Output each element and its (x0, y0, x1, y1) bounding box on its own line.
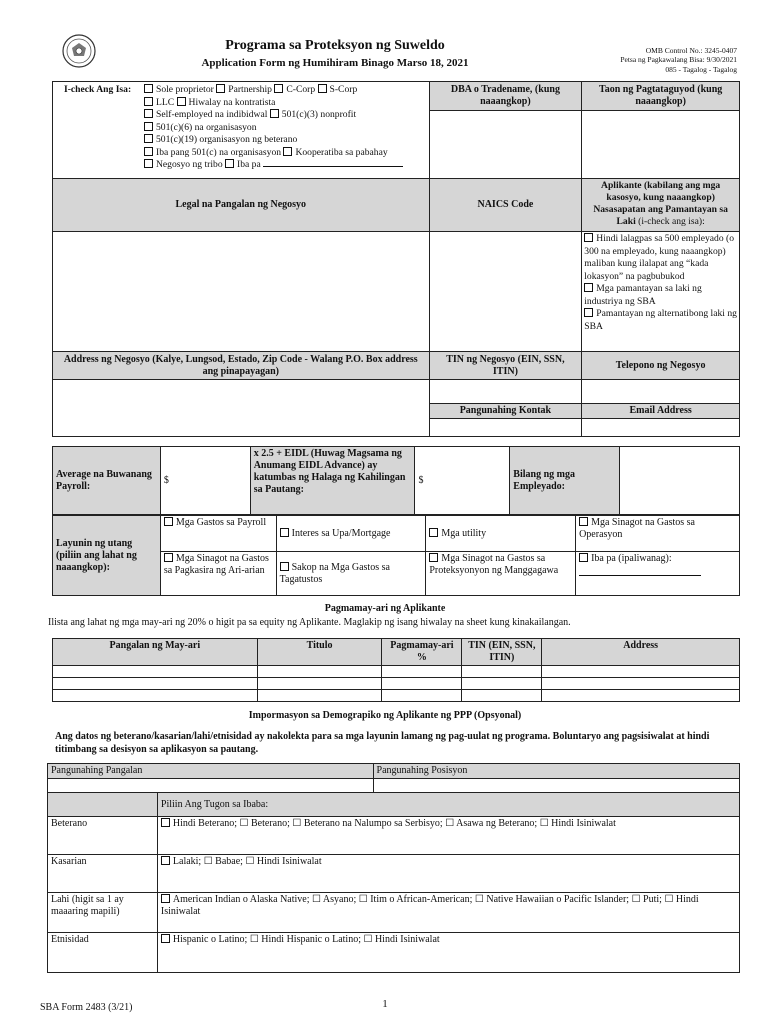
checkbox-utility[interactable] (429, 528, 438, 537)
size-standard-note: (i-check ang isa): (638, 216, 705, 227)
veteran-options[interactable] (157, 817, 739, 855)
owner-cell[interactable] (257, 690, 382, 702)
gender-label: Kasarian (48, 855, 158, 893)
opt-housing-coop: Kooperatiba sa pabahay (295, 146, 388, 158)
col-address: Address (542, 639, 740, 666)
col-ownership-pct: Pagmamay-ari % (382, 639, 462, 666)
gender-options-text: Lalaki; ☐ Babae; ☐ Hindi Isiniwalat (172, 856, 322, 867)
checkbox-500-employees[interactable] (584, 233, 593, 242)
purpose-utility-text: Mga utility (441, 527, 487, 539)
ownership-title: Pagmamay-ari ng Aplikante (324, 603, 446, 614)
avg-payroll-input[interactable] (160, 447, 250, 515)
purpose-opt-other[interactable] (576, 552, 740, 596)
checkbox-partnership[interactable] (216, 84, 225, 93)
owner-cell[interactable] (542, 666, 740, 678)
owner-cell[interactable] (382, 666, 462, 678)
purpose-payroll-text: Mga Gastos sa Payroll (175, 517, 267, 528)
year-cell[interactable] (582, 82, 740, 179)
phone-input[interactable] (582, 380, 740, 404)
purpose-other-text: Iba pa (ipaliwanag): (591, 553, 672, 564)
opt-partnership: Partnership (228, 84, 272, 95)
naics-label: NAICS Code (429, 179, 582, 232)
checkbox-supplier[interactable] (280, 562, 289, 571)
size-opt-alternative: Pamantayan ng alternatibong laki ng SBA (584, 308, 737, 332)
address-label: Address ng Negosyo (Kalye, Lungsod, Estado, Zip Code - Walang P.O. Box address ang pinapayagan) (53, 352, 430, 380)
dba-label: DBA o Tradename, (kung naaangkop) (430, 82, 582, 111)
size-opt-industry: Mga pamantayan sa laki ng industriya ng SBA (584, 283, 702, 307)
loan-amount-input[interactable] (415, 447, 510, 515)
opt-other: Iba pa (237, 159, 261, 170)
purpose-label: Layunin ng utang (piliin ang lahat ng naaangkop): (53, 516, 161, 596)
race-label: Lahi (higit sa 1 ay maaaring mapili) (48, 893, 158, 933)
opt-self-employed: Self-employed na indibidwal (156, 109, 268, 120)
col-title: Titulo (257, 639, 382, 666)
owner-cell[interactable] (462, 690, 542, 702)
demographics-desc: Ang datos ng beterano/kasarian/lahi/etnisidad ay nakolekta para sa mga layunin lamang ng pag-uulat ng programa. Boluntaryo ang pagsisiwalat at hindi titimbang sa desisyon sa aplikasyon sa pautang. (55, 731, 710, 755)
ownership-desc: Ilista ang lahat ng mga may-ari ng 20% o higit pa sa equity ng Aplikante. Maglakip ng isang hiwalay na sheet kung kinakailangan. (48, 617, 571, 628)
dba-cell[interactable] (429, 82, 582, 179)
principal-position-input[interactable] (373, 779, 739, 793)
checkbox-housing-coop[interactable] (283, 147, 292, 156)
checkbox-industry-size[interactable] (584, 283, 593, 292)
race-options-text: American Indian o Alaska Native; ☐ Asyano; ☐ Itim o African-American; ☐ Native Hawaiian o Pacific Islander; ☐ Puti; ☐ Hindi Isiniwalat (160, 894, 699, 917)
omb-info (620, 46, 737, 74)
checkbox-property[interactable] (164, 553, 173, 562)
dollar-sign: $ (418, 474, 424, 486)
checkbox-other-501c[interactable] (144, 147, 153, 156)
checkbox-501c6[interactable] (144, 122, 153, 131)
checkbox-worker[interactable] (429, 553, 438, 562)
dollar-sign: $ (163, 474, 169, 486)
owner-cell[interactable] (53, 690, 258, 702)
owner-cell[interactable] (462, 678, 542, 690)
checkbox-operations[interactable] (579, 517, 588, 526)
owner-cell[interactable] (382, 690, 462, 702)
purpose-opt-operations[interactable] (576, 516, 740, 552)
gender-options[interactable] (157, 855, 739, 893)
checkbox-sole-proprietor[interactable] (144, 84, 153, 93)
opt-c-corp: C-Corp (286, 84, 316, 95)
email-label: Email Address (582, 404, 740, 419)
email-input[interactable] (582, 419, 740, 437)
size-standard-options (582, 232, 740, 352)
language-code: 085 - Tagalog - Tagalog (665, 64, 737, 74)
col-tin: TIN (EIN, SSN, ITIN) (462, 639, 542, 666)
checkbox-other[interactable] (225, 159, 234, 168)
form-number: SBA Form 2483 (3/21) (40, 1002, 133, 1013)
page-number: 1 (382, 998, 388, 1010)
race-options[interactable] (157, 893, 739, 933)
expiry-date: Petsa ng Pagkawalang Bisa: 9/30/2021 (620, 55, 737, 65)
owner-cell[interactable] (382, 678, 462, 690)
purpose-property-text: Mga Sinagot na Gastos sa Pagkasira ng Ari-arian (163, 553, 269, 576)
choose-response-label: Piliin Ang Tugon sa Ibaba: (157, 793, 739, 817)
ethnicity-options[interactable] (157, 933, 739, 973)
checkbox-race[interactable] (161, 894, 170, 903)
checkbox-payroll[interactable] (164, 517, 173, 526)
purpose-operations-text: Mga Sinagot na Gastos sa Operasyon (579, 517, 695, 540)
checkbox-gender[interactable] (161, 856, 170, 865)
other-purpose-input[interactable] (579, 575, 701, 576)
purpose-opt-property[interactable] (160, 552, 276, 596)
owner-cell[interactable] (53, 678, 258, 690)
principal-position-label: Pangunahing Posisyon (373, 764, 739, 779)
purpose-opt-worker[interactable] (426, 552, 576, 596)
checkbox-tribal[interactable] (144, 159, 153, 168)
owner-cell[interactable] (542, 678, 740, 690)
veteran-options-text: Hindi Beterano; ☐ Beterano; ☐ Beterano na Nalumpo sa Serbisyo; ☐ Asawa ng Beterano; ☐ Hindi Isiniwalat (172, 818, 616, 829)
checkbox-llc[interactable] (144, 97, 153, 106)
checkbox-ethnicity[interactable] (161, 934, 170, 943)
demographics-table (47, 763, 740, 973)
purpose-opt-payroll[interactable] (160, 516, 276, 552)
address-input[interactable] (53, 380, 430, 437)
owner-cell[interactable] (462, 666, 542, 678)
checkbox-alternative-size[interactable] (584, 308, 593, 317)
checkbox-self-employed[interactable] (144, 109, 153, 118)
tin-label: TIN ng Negosyo (EIN, SSN, ITIN) (429, 352, 582, 380)
blank-cell (48, 793, 158, 817)
opt-contractor: Hiwalay na kontratista (188, 96, 276, 108)
checkbox-contractor[interactable] (177, 97, 186, 106)
checkbox-veteran[interactable] (161, 818, 170, 827)
checkbox-501c3[interactable] (270, 109, 279, 118)
principal-name-input[interactable] (48, 779, 374, 793)
demographics-title: Impormasyon sa Demograpiko ng Aplikante ng PPP (Opsyonal) (248, 710, 522, 721)
size-opt-500: Hindi lalagpas sa 500 empleyado (o 300 na empleyado, kung naaangkop) maliban kung ilalapat ang “kada lokasyon” na pagbubukod (584, 233, 735, 282)
checkbox-501c19[interactable] (144, 134, 153, 143)
size-standard-title: Aplikante (kabilang ang mga kasosyo, kung naaangkop) Nasasapatan ang Pamantayan sa Laki (593, 180, 728, 227)
naics-input[interactable] (429, 232, 582, 352)
employees-input[interactable] (620, 447, 740, 515)
entity-type-label: I-check Ang Isa: (64, 84, 132, 95)
loan-calc-label: x 2.5 + EIDL (Huwag Magsama ng Anumang EIDL Advance) ay katumbas ng Halaga ng Kahilingan sa Pautang: (250, 447, 415, 515)
legal-name-input[interactable] (53, 232, 430, 352)
checkbox-s-corp[interactable] (318, 84, 327, 93)
ethnicity-options-text: Hispanic o Latino; ☐ Hindi Hispanic o Latino; ☐ Hindi Isiniwalat (172, 934, 440, 945)
purpose-table (52, 515, 740, 596)
principal-name-label: Pangunahing Pangalan (48, 764, 374, 779)
col-owner-name: Pangalan ng May-ari (53, 639, 258, 666)
purpose-rent-text: Interes sa Upa/Mortgage (291, 527, 391, 539)
contact-label: Pangunahing Kontak (429, 404, 582, 419)
purpose-opt-utility[interactable] (426, 516, 576, 552)
year-label: Taon ng Pagtataguyod (kung naaangkop) (582, 82, 739, 111)
applicant-table (52, 81, 740, 437)
form-title: Programa sa Proteksyon ng Suweldo (225, 38, 445, 53)
size-standard-header (582, 179, 740, 232)
omb-control: OMB Control No.: 3245-0407 (645, 46, 737, 55)
owner-cell[interactable] (257, 666, 382, 678)
owner-row (53, 690, 740, 702)
opt-501c19: 501(c)(19) organisasyon ng beterano (156, 134, 298, 145)
purpose-opt-rent[interactable] (276, 516, 426, 552)
other-entity-input[interactable] (263, 166, 403, 167)
payroll-table (52, 446, 740, 515)
avg-payroll-label: Average na Buwanang Payroll: (53, 447, 161, 515)
purpose-supplier-text: Sakop na Mga Gastos sa Tagatustos (279, 561, 390, 585)
purpose-opt-supplier[interactable] (276, 552, 426, 596)
opt-501c6: 501(c)(6) na organisasyon (156, 121, 257, 133)
checkbox-rent[interactable] (280, 528, 289, 537)
veteran-label: Beterano (48, 817, 158, 855)
owner-row (53, 678, 740, 690)
legal-name-label: Legal na Pangalan ng Negosyo (53, 179, 430, 232)
opt-tribal: Negosyo ng tribo (156, 159, 223, 170)
phone-label: Telepono ng Negosyo (582, 352, 740, 380)
owner-cell[interactable] (53, 666, 258, 678)
checkbox-other-purpose[interactable] (579, 553, 588, 562)
contact-input[interactable] (429, 419, 582, 437)
opt-llc: LLC (156, 96, 175, 108)
opt-s-corp: S-Corp (329, 84, 358, 95)
opt-other-501c: Iba pang 501(c) na organisasyon (156, 146, 282, 158)
owner-row (53, 666, 740, 678)
ethnicity-label: Etnisidad (48, 933, 158, 973)
entity-type-cell (53, 82, 430, 179)
tin-input[interactable] (429, 380, 582, 404)
owner-cell[interactable] (542, 690, 740, 702)
checkbox-c-corp[interactable] (274, 84, 283, 93)
purpose-worker-text: Mga Sinagot na Gastos sa Proteksyonyon ng Manggagawa (429, 553, 559, 576)
employees-label: Bilang ng mga Empleyado: (510, 447, 620, 515)
opt-501c3: 501(c)(3) nonprofit (281, 109, 357, 120)
ownership-table (52, 638, 740, 702)
owner-cell[interactable] (257, 678, 382, 690)
form-subtitle: Application Form ng Humihiram Binago Marso 18, 2021 (201, 57, 469, 69)
opt-sole-proprietor: Sole proprietor (156, 84, 214, 95)
